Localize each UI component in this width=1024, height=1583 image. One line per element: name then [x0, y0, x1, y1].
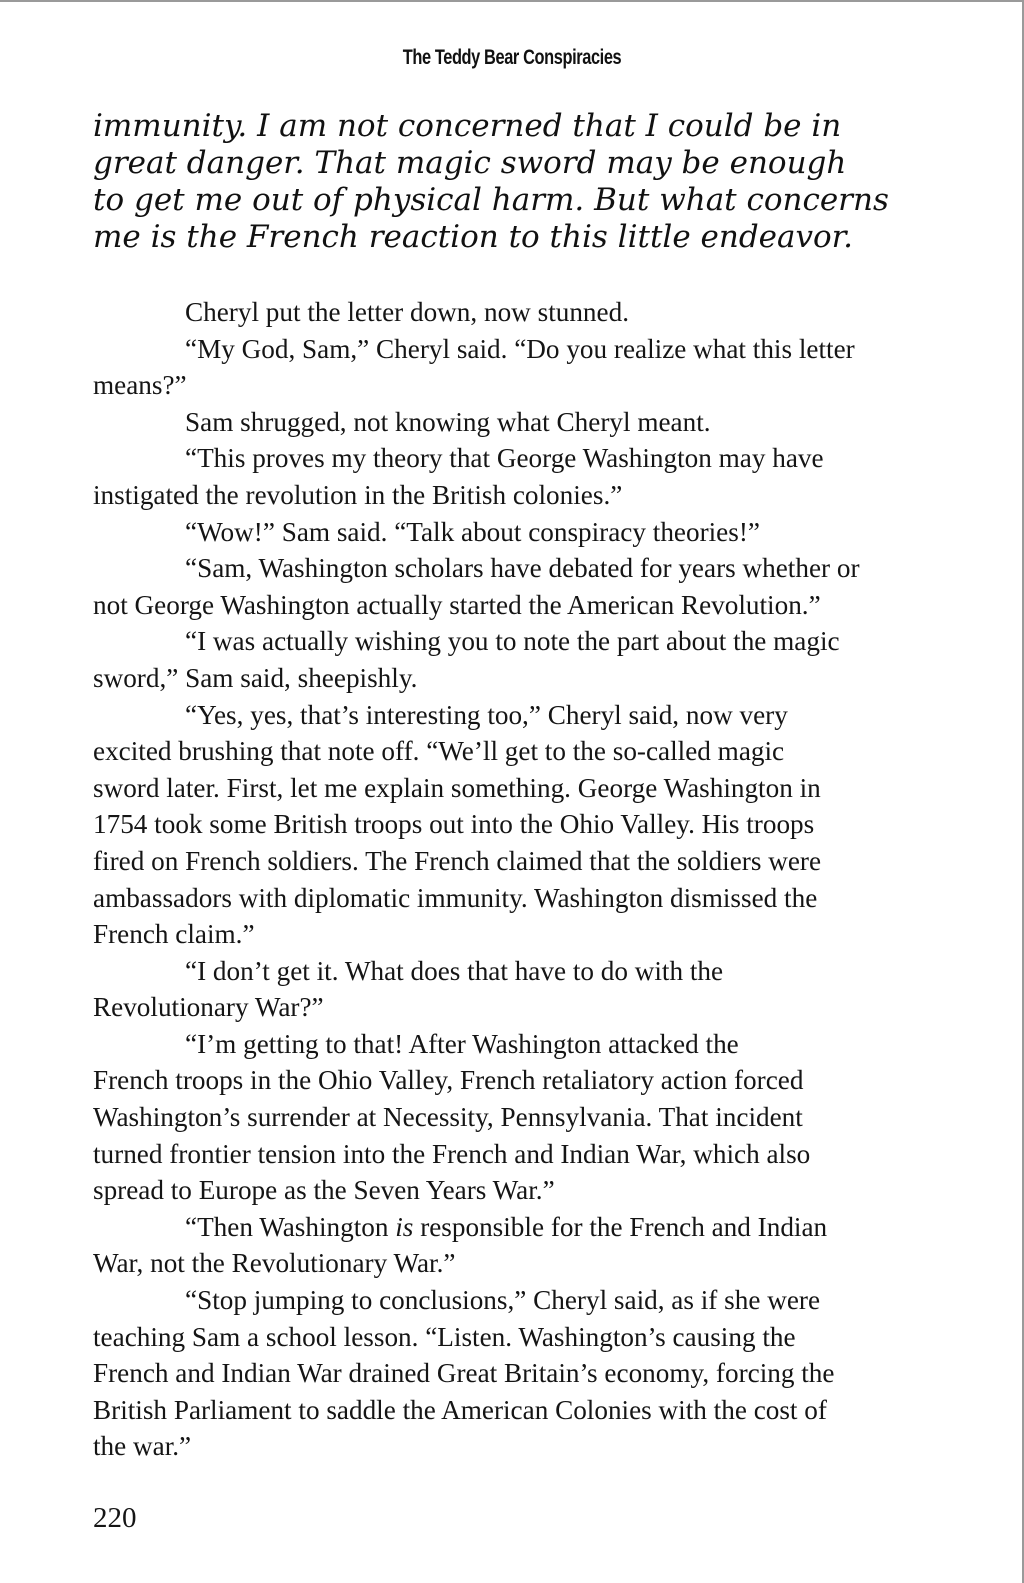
- text-line: “My God, Sam,” Cheryl said. “Do you realize what this letter: [185, 333, 855, 364]
- text-line: French claim.”: [93, 919, 255, 950]
- text-line: not George Washington actually started the American Revolution.”: [93, 589, 821, 620]
- text-line: teaching Sam a school lesson. “Listen. Washington’s causing the: [93, 1321, 796, 1352]
- text-line: instigated the revolution in the British colonies.”: [93, 479, 623, 510]
- text-line: “I don’t get it. What does that have to do with the: [185, 955, 724, 986]
- text-line: Sam shrugged, not knowing what Cheryl meant.: [185, 406, 711, 437]
- text-line: Cheryl put the letter down, now stunned.: [185, 297, 629, 327]
- text-line: “Wow!” Sam said. “Talk about conspiracy theories!”: [185, 516, 760, 547]
- letter-line: to get me out of physical harm. But what concerns: [93, 182, 889, 218]
- text-line: 1754 took some British troops out into the Ohio Valley. His troops: [93, 809, 815, 840]
- text-line: French and Indian War drained Great Britain’s economy, forcing the: [93, 1358, 835, 1389]
- text-line: “I’m getting to that! After Washington attacked the: [185, 1028, 739, 1059]
- letter-line: great danger. That magic sword may be enough: [93, 145, 847, 181]
- text-line: Washington’s surrender at Necessity, Pennsylvania. That incident: [93, 1102, 803, 1133]
- text-line: sword later. First, let me explain something. George Washington in: [93, 772, 821, 803]
- text-line: War, not the Revolutionary War.”: [93, 1248, 456, 1279]
- text-line: French troops in the Ohio Valley, French retaliatory action forced: [93, 1065, 804, 1096]
- emphasis: is: [395, 1211, 414, 1242]
- text-line: “I was actually wishing you to note the part about the magic: [185, 626, 840, 657]
- body-text: [93, 294, 923, 1465]
- text-line: fired on French soldiers. The French claimed that the soldiers were: [93, 845, 822, 876]
- text-line: “Then Washington is responsible for the French and Indian: [185, 1211, 828, 1242]
- text-line: means?”: [93, 370, 187, 401]
- text-line: turned frontier tension into the French and Indian War, which also: [93, 1138, 811, 1169]
- letter-line: immunity. I am not concerned that I could be in: [93, 108, 842, 144]
- running-head: The Teddy Bear Conspiracies: [402, 46, 622, 69]
- letter-excerpt: [93, 108, 943, 256]
- text-line: “Yes, yes, that’s interesting too,” Cheryl said, now very: [185, 699, 788, 730]
- letter-line: me is the French reaction to this little endeavor.: [93, 219, 853, 255]
- text-line: “This proves my theory that George Washington may have: [185, 443, 824, 474]
- text-line: ambassadors with diplomatic immunity. Washington dismissed the: [93, 882, 818, 913]
- text-line: the war.”: [93, 1431, 192, 1462]
- text-line: British Parliament to saddle the American Colonies with the cost of: [93, 1394, 827, 1425]
- text-line: “Sam, Washington scholars have debated for years whether or: [185, 553, 860, 584]
- text-line: spread to Europe as the Seven Years War.”: [93, 1175, 555, 1206]
- text-line: Revolutionary War?”: [93, 992, 324, 1023]
- text-line: sword,” Sam said, sheepishly.: [93, 662, 418, 693]
- text-line: excited brushing that note off. “We’ll get to the so-called magic: [93, 736, 785, 767]
- text-line: “Stop jumping to conclusions,” Cheryl said, as if she were: [185, 1285, 821, 1316]
- page-number: 220: [93, 1502, 137, 1534]
